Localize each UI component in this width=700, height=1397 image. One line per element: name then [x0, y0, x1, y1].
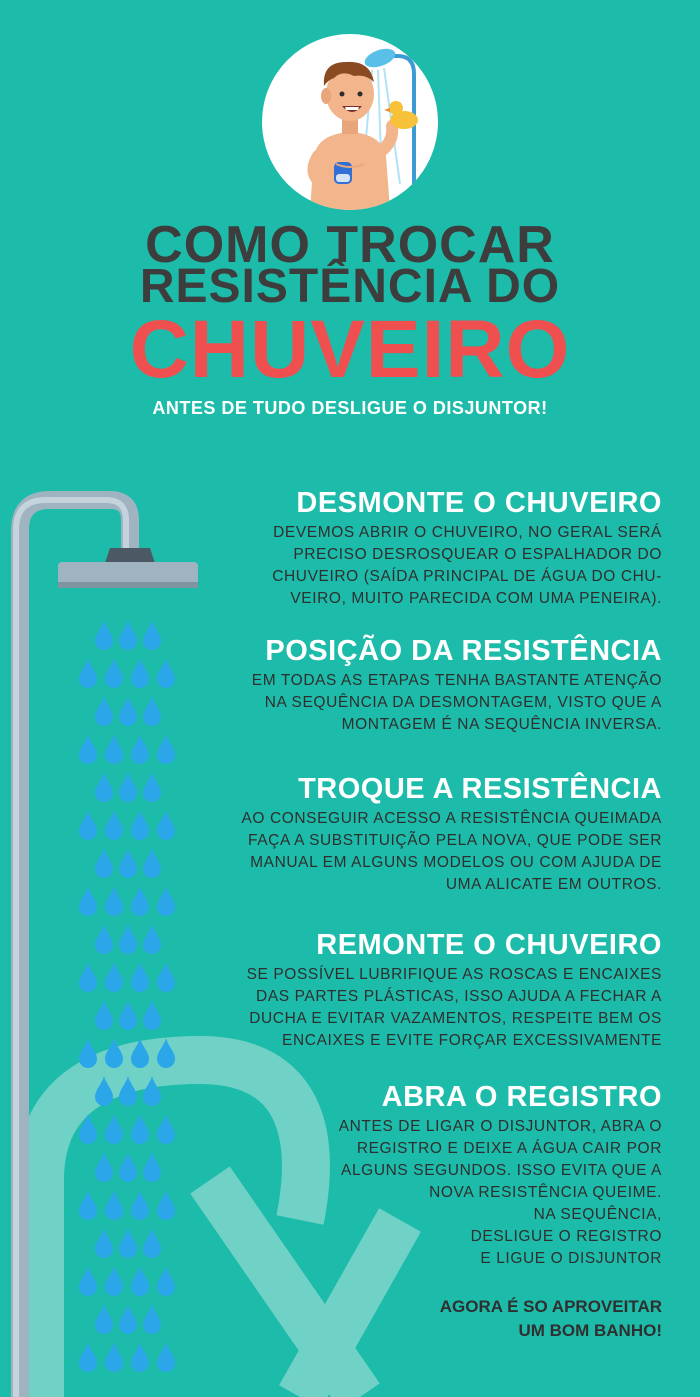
water-drop-icon — [131, 886, 149, 916]
step-line: MANUAL EM ALGUNS MODELOS OU COM AJUDA DE — [250, 854, 662, 871]
water-drop-icon — [95, 696, 113, 726]
water-drop-icon — [143, 772, 161, 802]
water-drop-icon — [143, 1000, 161, 1030]
water-drop-icon — [105, 1342, 123, 1372]
water-drop-icon — [157, 886, 175, 916]
water-drop-icon — [95, 1304, 113, 1334]
water-drop-icon — [157, 734, 175, 764]
water-drop-icon — [105, 962, 123, 992]
water-drop-icon — [157, 1266, 175, 1296]
water-drop-icon — [95, 924, 113, 954]
step-line: CHUVEIRO (SAÍDA PRINCIPAL DE ÁGUA DO CHU- — [272, 568, 662, 585]
step-line: AO CONSEGUIR ACESSO A RESISTÊNCIA QUEIMADA — [241, 810, 662, 827]
step-text — [247, 964, 662, 1052]
closing-message — [440, 1295, 662, 1343]
boy-showering-icon — [262, 34, 438, 210]
step-line: ENCAIXES E EVITE FORÇAR EXCESSIVAMENTE — [282, 1032, 662, 1049]
water-drop-icon — [119, 1304, 137, 1334]
step-desmonte — [272, 486, 662, 610]
water-drop-icon — [143, 620, 161, 650]
water-drop-icon — [131, 810, 149, 840]
water-drop-icon — [95, 620, 113, 650]
step-text — [252, 670, 662, 736]
hero-illustration — [262, 34, 438, 210]
step-line: DESLIGUE O REGISTRO — [470, 1228, 662, 1245]
step-abra — [339, 1080, 662, 1270]
water-drop-icon — [131, 658, 149, 688]
water-drop-icon — [119, 696, 137, 726]
water-drop-icon — [95, 772, 113, 802]
water-drop-icon — [105, 886, 123, 916]
step-line: ALGUNS SEGUNDOS. ISSO EVITA QUE A — [341, 1162, 662, 1179]
water-drop-icon — [95, 1228, 113, 1258]
closing-line-1: AGORA É SO APROVEITAR — [439, 1297, 662, 1316]
step-line: REGISTRO E DEIXE A ÁGUA CAIR POR — [356, 1140, 662, 1157]
step-line: NA SEQUÊNCIA, — [533, 1206, 662, 1223]
subtitle: ANTES DE TUDO DESLIGUE O DISJUNTOR! — [152, 398, 548, 418]
step-line: NA SEQUÊNCIA DA DESMONTAGEM, VISTO QUE A — [264, 694, 662, 711]
water-drop-icon — [131, 1114, 149, 1144]
water-drop-icon — [79, 734, 97, 764]
closing-line-2: UM BOM BANHO! — [518, 1321, 662, 1340]
step-line: EM TODAS AS ETAPAS TENHA BASTANTE ATENÇÃO — [251, 672, 662, 689]
water-drop-icon — [79, 658, 97, 688]
water-drop-icon — [157, 1342, 175, 1372]
water-drop-icon — [157, 1190, 175, 1220]
water-drop-icon — [79, 1266, 97, 1296]
water-drop-icon — [131, 734, 149, 764]
step-troque — [241, 772, 662, 896]
step-line: FAÇA A SUBSTITUIÇÃO PELA NOVA, QUE PODE SER — [248, 832, 662, 849]
water-drop-icon — [95, 1152, 113, 1182]
water-drop-icon — [119, 1228, 137, 1258]
water-drop-icon — [143, 1304, 161, 1334]
water-drop-icon — [119, 1152, 137, 1182]
step-line: DUCHA E EVITAR VAZAMENTOS, RESPEITE BEM OS — [249, 1010, 662, 1027]
step-text — [241, 808, 662, 896]
water-drop-icon — [79, 1190, 97, 1220]
shower-head-icon — [58, 548, 198, 588]
water-drop-icon — [157, 1114, 175, 1144]
water-drop-icon — [143, 924, 161, 954]
step-heading: TROQUE A RESISTÊNCIA — [298, 773, 662, 805]
water-drop-icon — [119, 620, 137, 650]
step-posicao — [252, 634, 662, 736]
water-drop-icon — [105, 1266, 123, 1296]
step-line: PRECISO DESROSQUEAR O ESPALHADOR DO — [293, 546, 662, 563]
water-drop-icon — [157, 658, 175, 688]
water-drop-icon — [157, 962, 175, 992]
water-drop-icon — [131, 962, 149, 992]
step-line: VEIRO, MUITO PARECIDA COM UMA PENEIRA). — [290, 590, 662, 607]
step-line: DEVEMOS ABRIR O CHUVEIRO, NO GERAL SERÁ — [273, 524, 662, 541]
water-drop-icon — [79, 810, 97, 840]
step-text — [272, 522, 662, 610]
water-drop-icon — [105, 734, 123, 764]
water-drop-icon — [119, 1000, 137, 1030]
step-line: SE POSSÍVEL LUBRIFIQUE AS ROSCAS E ENCAIXES — [246, 966, 662, 983]
step-line: UMA ALICATE EM OUTROS. — [445, 876, 662, 893]
water-drop-icon — [157, 810, 175, 840]
step-line: DAS PARTES PLÁSTICAS, ISSO AJUDA A FECHAR A — [256, 988, 662, 1005]
step-text — [339, 1116, 662, 1270]
water-drop-icon — [79, 962, 97, 992]
water-drop-icon — [105, 658, 123, 688]
water-drop-icon — [143, 696, 161, 726]
water-drop-icon — [143, 848, 161, 878]
water-drop-icon — [119, 924, 137, 954]
water-drop-icon — [95, 1000, 113, 1030]
step-line: MONTAGEM É NA SEQUÊNCIA INVERSA. — [341, 716, 662, 733]
step-remonte — [247, 928, 662, 1052]
water-drop-icon — [79, 1038, 97, 1068]
step-heading: REMONTE O CHUVEIRO — [316, 929, 662, 961]
water-drop-icon — [119, 772, 137, 802]
title-line-3: CHUVEIRO — [129, 304, 571, 395]
water-drops — [79, 620, 175, 1372]
step-line: E LIGUE O DISJUNTOR — [480, 1250, 662, 1267]
water-drop-icon — [105, 1190, 123, 1220]
water-drop-icon — [95, 848, 113, 878]
water-drop-icon — [131, 1190, 149, 1220]
water-drop-icon — [79, 886, 97, 916]
water-drop-icon — [105, 1114, 123, 1144]
title-line-1: COMO TROCAR — [145, 216, 555, 274]
water-drop-icon — [79, 1342, 97, 1372]
water-drop-icon — [119, 848, 137, 878]
water-drop-icon — [143, 1152, 161, 1182]
water-drop-icon — [131, 1342, 149, 1372]
water-drop-icon — [131, 1266, 149, 1296]
title-line-2: RESISTÊNCIA DO — [139, 260, 561, 313]
step-heading: POSIÇÃO DA RESISTÊNCIA — [265, 635, 662, 667]
water-drop-icon — [105, 1038, 123, 1068]
step-line: NOVA RESISTÊNCIA QUEIME. — [429, 1184, 662, 1201]
step-heading: ABRA O REGISTRO — [381, 1081, 662, 1113]
water-drop-icon — [143, 1228, 161, 1258]
water-drop-icon — [105, 810, 123, 840]
step-line: ANTES DE LIGAR O DISJUNTOR, ABRA O — [338, 1118, 662, 1135]
step-heading: DESMONTE O CHUVEIRO — [296, 487, 662, 519]
